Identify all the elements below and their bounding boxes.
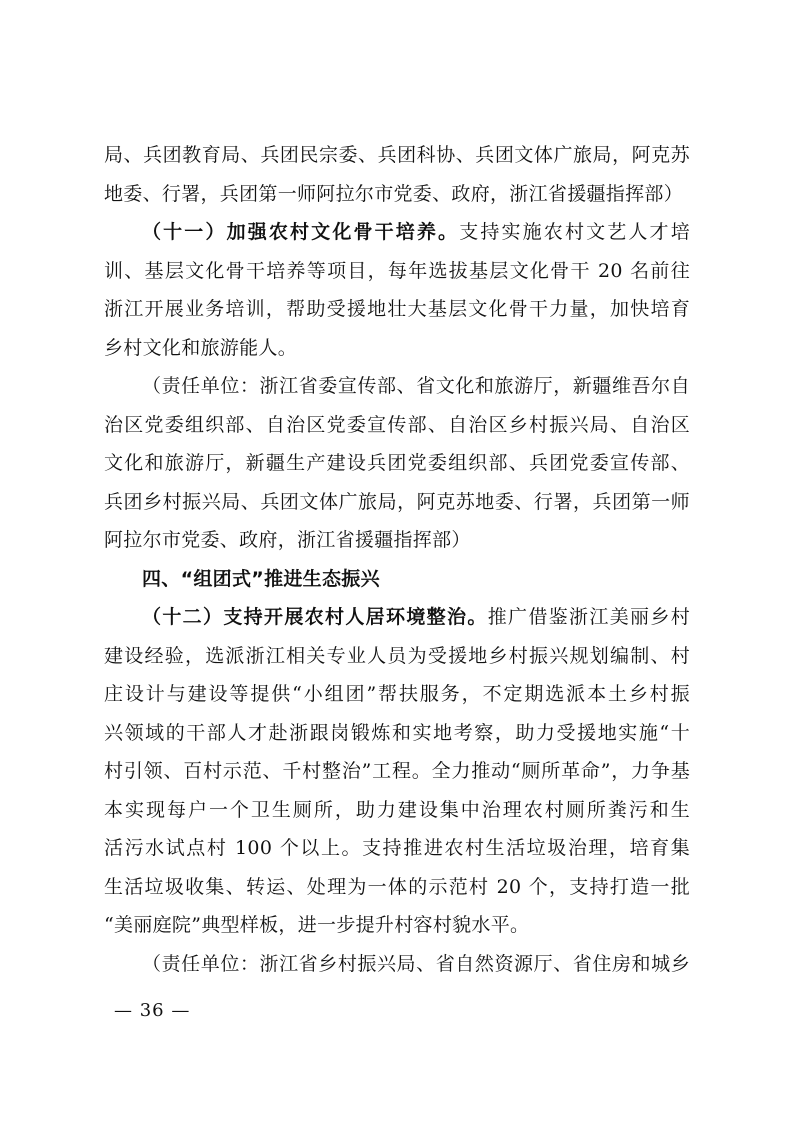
section-title: （十一）加强农村文化骨干培养。 (142, 221, 460, 243)
text-line: 局、兵团教育局、兵团民宗委、兵团科协、兵团文体广旅局，阿克苏 (104, 144, 690, 166)
section-title: （十二）支持开展农村人居环境整治。 (142, 606, 488, 628)
paragraph-first-line (104, 598, 690, 637)
text-line: 文化和旅游厅，新疆生产建设兵团党委组织部、兵团党委宣传部、 (104, 452, 690, 474)
page-number: — 36 — (114, 1000, 191, 1021)
text-line: 阿拉尔市党委、政府，浙江省援疆指挥部） (104, 529, 471, 551)
text-line: 浙江开展业务培训，帮助受援地壮大基层文化骨干力量，加快培育 (104, 298, 690, 320)
text-line: 村引领、百村示范、千村整治”工程。全力推动“厕所革命”，力争基 (104, 760, 690, 782)
text-line: （责任单位：浙江省委宣传部、省文化和旅游厅，新疆维吾尔自 (142, 375, 690, 397)
text-line: 庄设计与建设等提供“小组团”帮扶服务，不定期选派本土乡村振 (104, 683, 690, 705)
paragraph-first-line (104, 213, 690, 252)
text-line: 本实现每户一个卫生厕所，助力建设集中治理农村厕所粪污和生 (104, 798, 690, 821)
text-segment: 推广借鉴浙江美丽乡村 (487, 606, 690, 628)
text-line: 建设经验，选派浙江相关专业人员为受援地乡村振兴规划编制、村 (104, 644, 690, 667)
text-line: 活污水试点村 100 个以上。支持推进农村生活垃圾治理，培育集 (104, 837, 690, 859)
text-line: 乡村文化和旅游能人。 (104, 336, 298, 359)
text-line: 地委、行署，兵团第一师阿拉尔市党委、政府，浙江省援疆指挥部） (104, 182, 684, 205)
text-segment: 支持实施农村文艺人才培 (459, 221, 690, 243)
body-text (104, 136, 690, 983)
text-line: 治区党委组织部、自治区党委宣传部、自治区乡村振兴局、自治区 (104, 413, 690, 436)
text-line: “美丽庭院”典型样板，进一步提升村容村貌水平。 (104, 914, 530, 936)
text-line: 兴领域的干部人才赴浙跟岗锻炼和实地考察，助力受援地实施“十 (104, 721, 690, 744)
text-line: 生活垃圾收集、转运、处理为一体的示范村 20 个，支持打造一批 (104, 875, 690, 898)
text-line: 训、基层文化骨干培养等项目，每年选拔基层文化骨干 20 名前往 (104, 259, 690, 282)
text-line: （责任单位：浙江省乡村振兴局、省自然资源厅、省住房和城乡 (142, 952, 690, 975)
text-line: 兵团乡村振兴局、兵团文体广旅局，阿克苏地委、行署，兵团第一师 (104, 490, 690, 513)
chapter-heading: 四、“组团式”推进生态振兴 (142, 567, 380, 590)
